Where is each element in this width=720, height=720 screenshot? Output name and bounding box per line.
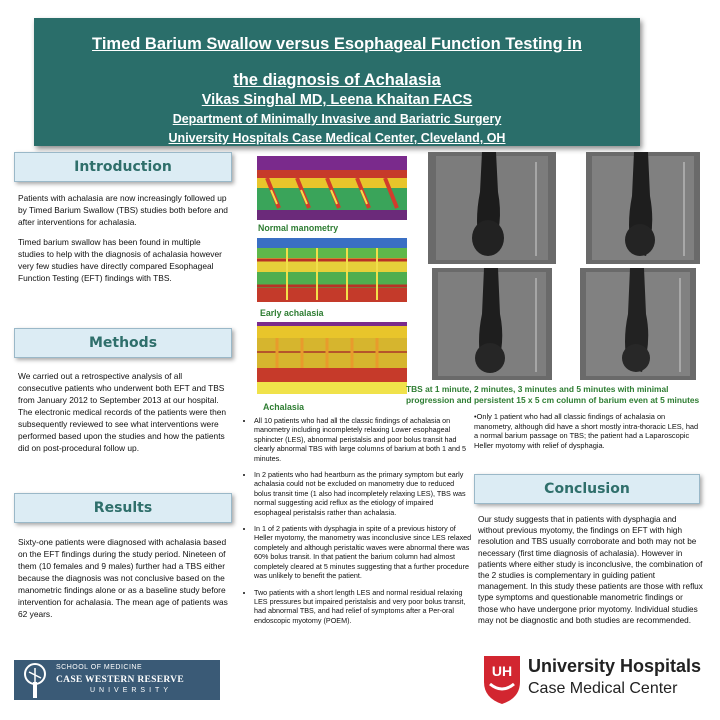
normal-manometry-image: [257, 156, 407, 220]
uh-shield-icon: [482, 654, 522, 704]
uh-mark-text: UH: [491, 663, 513, 679]
methods-heading: Methods: [14, 328, 232, 358]
bullet-item: • Two patients with a short length LES and normal residual relaxing LES pressures but impaired peristalsis and very poor bolus transit, had abnormal TBS, and had relief of symptoms after a Per-oral endoscopic myotomy (POEM).: [254, 588, 472, 626]
poster-institution: University Hospitals Case Medical Center, Cleveland, OH: [168, 131, 506, 145]
methods-paragraph: We carried out a retrospective analysis of all consecutive patients who underwent both EFT and TBS from January 2012 to September 2013 at our hospital. The electronic medical records of the patients were then subsequently reviewed to see what interventions were performed based upon the studies and how the patients did on post-procedural follow up.: [18, 371, 227, 453]
results-bullets: [240, 416, 472, 632]
tbs-xray-1min: [428, 152, 556, 264]
introduction-paragraph-2: Timed barium swallow has been found in multiple studies to help with the diagnosis of achalasia however very few studies have directly compared Esophageal Function Testing (EFT) findings with TBS.: [18, 237, 222, 283]
introduction-paragraph-1: Patients with achalasia are now increasingly followed up by Timed Barium Swallow (TBS) studies both before and after interventions for achalasia.: [18, 193, 228, 227]
tbs-xray-2min: [586, 152, 700, 264]
poster-department: Department of Minimally Invasive and Bariatric Surgery: [172, 112, 502, 126]
xray-caption: TBS at 1 minute, 2 minutes, 3 minutes and 5 minutes with minimal progression and persistent 15 x 5 cm column of barium even at 5 minutes: [406, 384, 700, 405]
cwru-university: UNIVERSITY: [89, 687, 172, 694]
normal-manometry-label: Normal manometry: [258, 223, 339, 233]
bullet-item: • In 1 of 2 patients with dysphagia in spite of a previous history of Heller myotomy, the manometry was inconclusive since LES relaxed completely and although peristaltic waves were abnormal there was 60% bolus transit. In that patient the barium column had almost completely cleared at 5 minutes suggesting that a further procedure was unlikely to benefit the patient.: [254, 524, 472, 580]
tbs-xray-3min: [432, 268, 552, 380]
poster-authors: Vikas Singhal MD, Leena Khaitan FACS: [201, 92, 473, 108]
introduction-text: [18, 192, 228, 292]
poster-title-line2: the diagnosis of Achalasia: [233, 71, 441, 89]
methods-text: [18, 370, 228, 462]
cwru-logo: [14, 660, 220, 700]
uh-name: University Hospitals: [528, 656, 702, 676]
conclusion-paragraph: Our study suggests that in patients with dysphagia and without previous myotomy, the findings on EFT with high resolution and TBS usually corroborate and both may not be necessary (first time diagnosis of achalasia). However in patients where either study is inconclusive, the combination of the 2 studies is complementary in guiding patient management. In this study these patients are those with reflux type symptoms and questionable manometric findings or those who have undergone prior myotomy. Individual studies may not be diagnostic and both studies are recommended.: [478, 515, 703, 625]
results-heading: Results: [14, 493, 232, 523]
cwru-name: CASE WESTERN RESERVE: [56, 675, 184, 685]
conclusion-text: [478, 514, 704, 634]
poster-title-line1: Timed Barium Swallow versus Esophageal Function Testing in: [92, 35, 582, 53]
poster-header: [34, 18, 640, 146]
bullet-item: • All 10 patients who had all the classic findings of achalasia on manometry including incompletely relaxing Lower esophageal sphincter (LES), abnormal peristalsis and poor bolus transit had clearly abnormal TBS with large columns of barium at both 1 and 5 minutes.: [254, 416, 472, 463]
early-achalasia-image: [257, 238, 407, 302]
tbs-xray-5min: [580, 268, 696, 380]
right-note: •Only 1 patient who had all classic findings of achalasia on manometry, although did have a short mostly intra-thoracic LES, had a normal barium passage on TBS; the patient had a Laparoscopic Heller myotomy with relief of dysphagia.: [474, 412, 699, 450]
results-text: [18, 536, 228, 628]
achalasia-manometry-image: [257, 322, 407, 394]
achalasia-label: Achalasia: [263, 402, 305, 412]
introduction-heading: Introduction: [14, 152, 232, 182]
uh-logo: [482, 650, 714, 706]
cwru-school-label: SCHOOL OF MEDICINE: [56, 664, 143, 671]
conclusion-heading: Conclusion: [474, 474, 700, 504]
cwru-tree-icon: [18, 660, 52, 700]
bullet-item: • In 2 patients who had heartburn as the primary symptom but early achalasia could not be excluded on manometry due to reduced bolus transit time (1 also had incompletely relaxing LES), TBS was normal suggesting acid reflux as the etiology of impaired esophageal peristalsis rather than achalasia.: [254, 470, 472, 517]
early-achalasia-label: Early achalasia: [260, 308, 324, 318]
results-paragraph: Sixty-one patients were diagnosed with achalasia based on the EFT findings during the study period. Nineteen of them (10 females and 9 males) further had a TBS either because the diagnosis was not conclusive based on the manometric findings alone or as a baseline study before intervention for achalasia. The mean age of patients was 62 years.: [18, 537, 228, 619]
uh-subname: Case Medical Center: [528, 680, 678, 697]
